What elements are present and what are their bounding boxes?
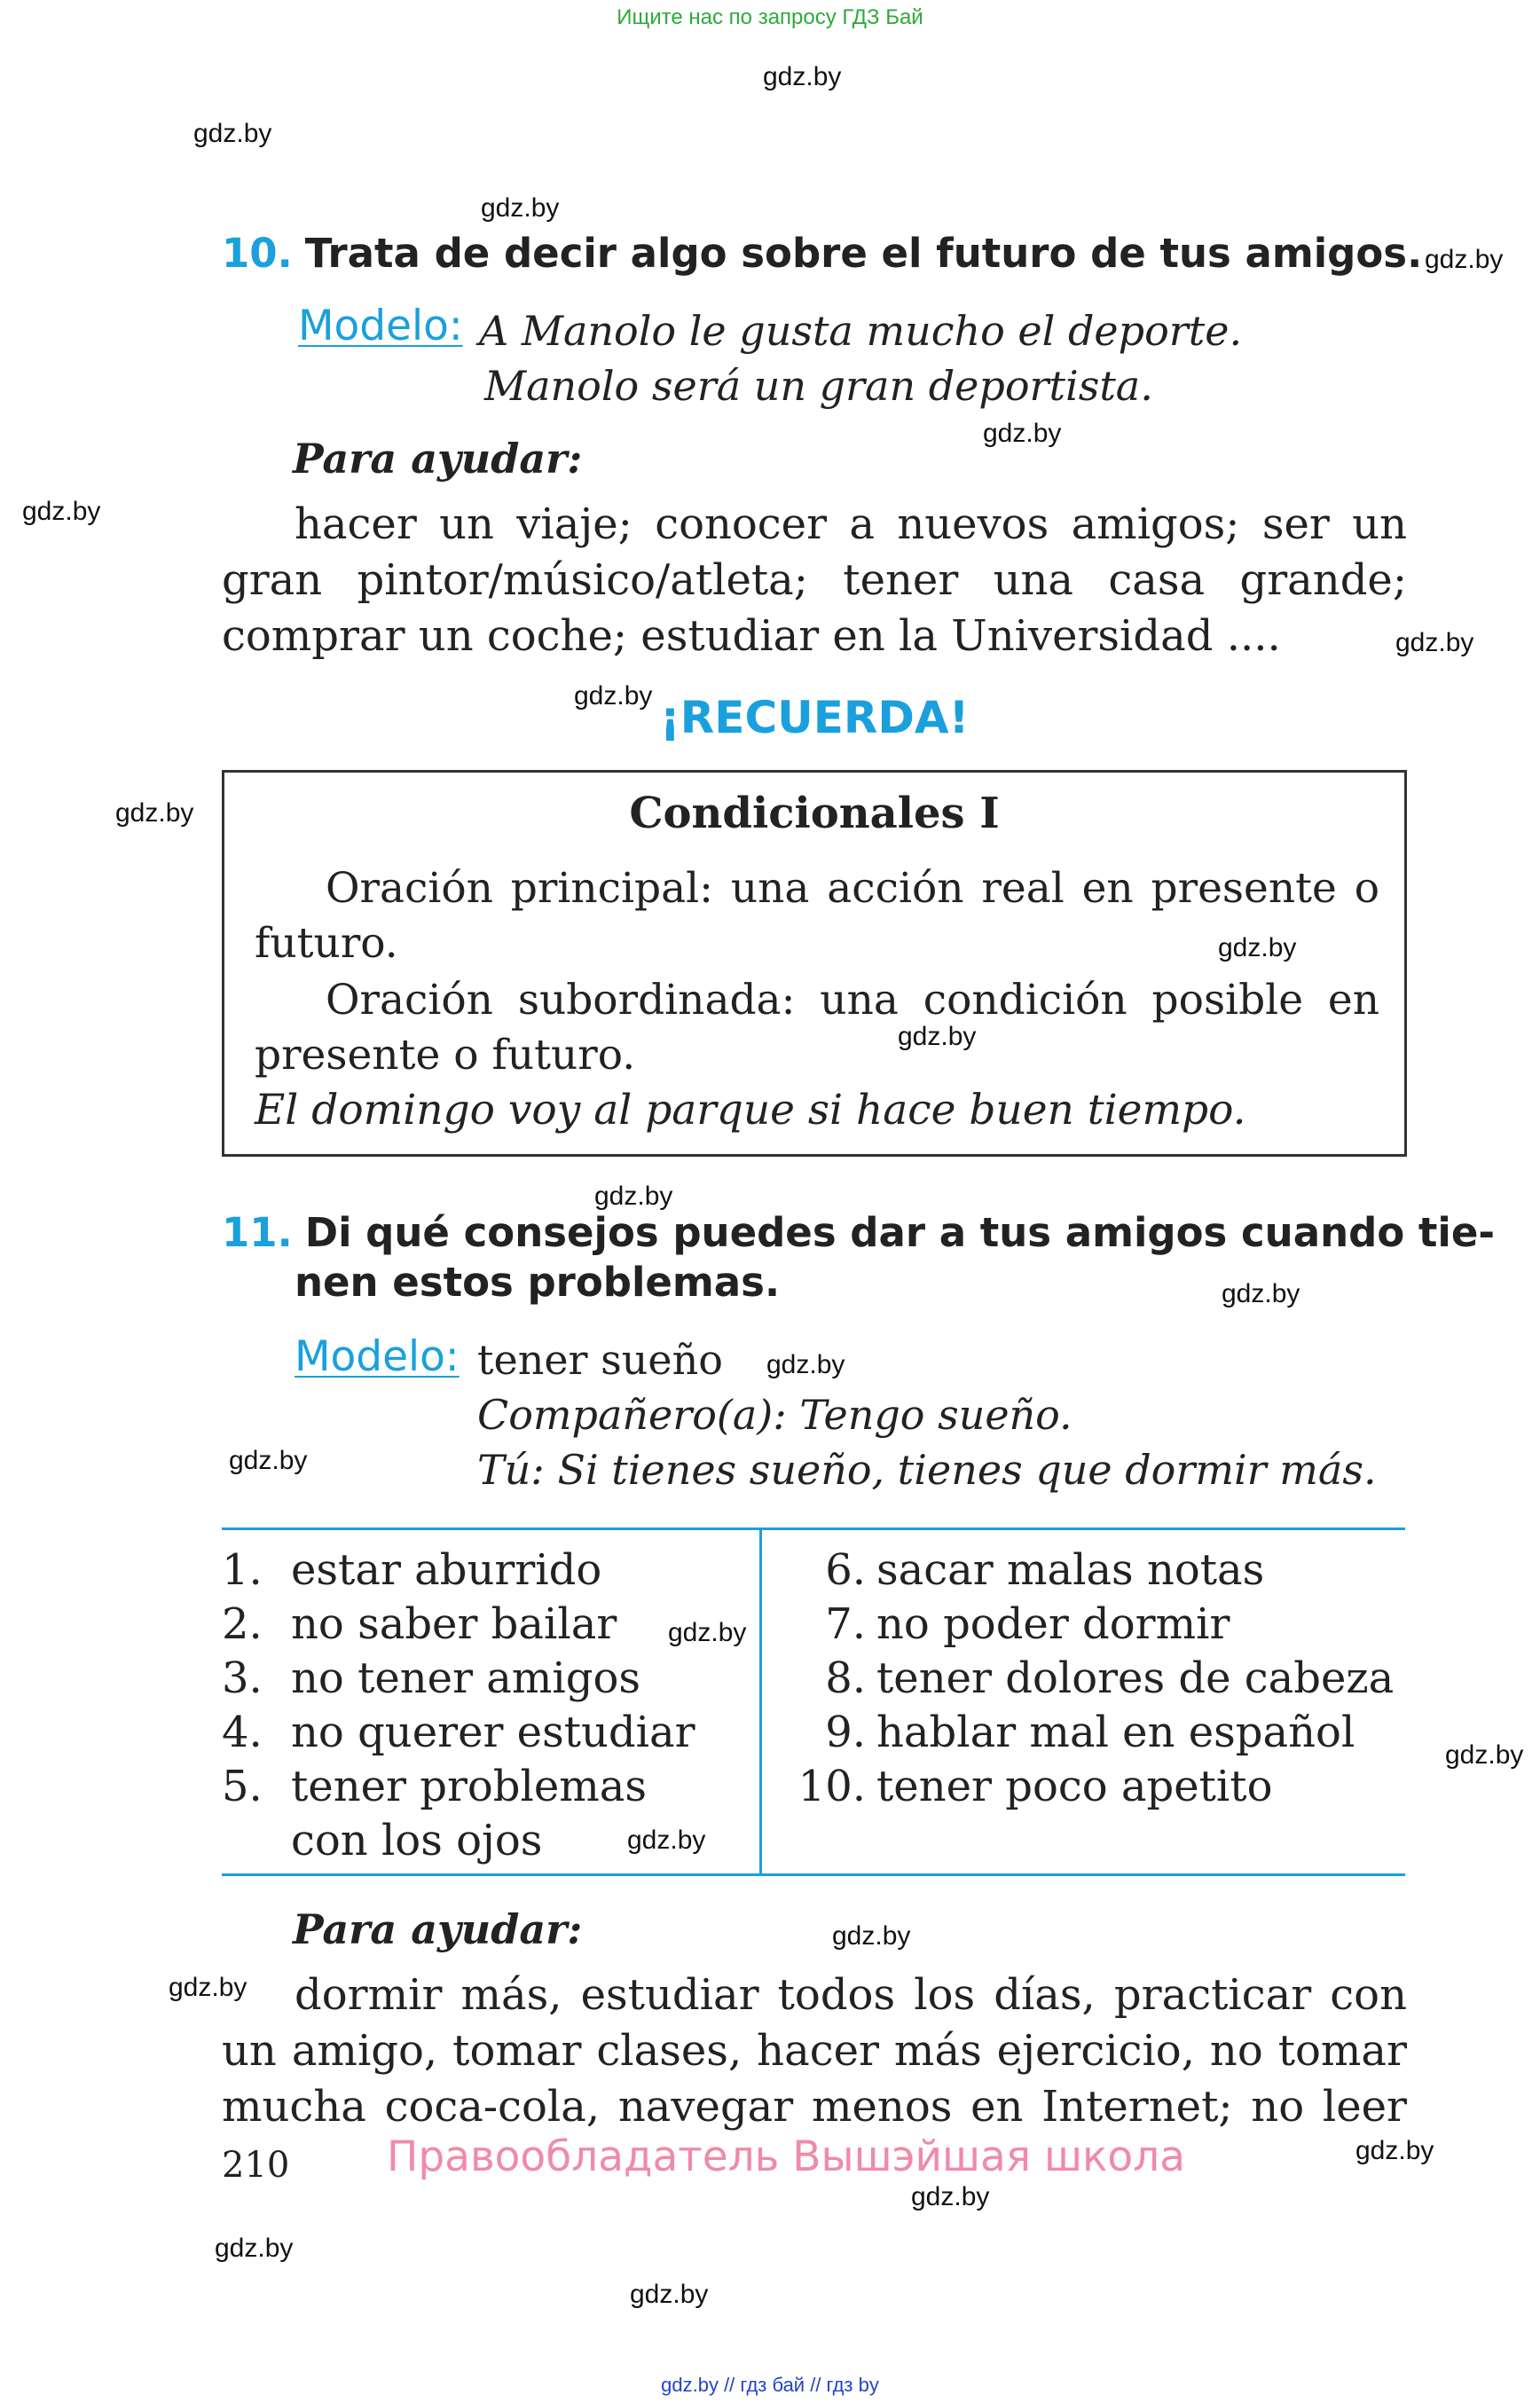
watermark: gdz.by xyxy=(574,681,653,711)
table-bottom-rule xyxy=(222,1873,1405,1876)
list-item: 7. no poder dormir xyxy=(825,1599,1230,1649)
recuerda-heading: ¡RECUERDA! xyxy=(660,692,970,743)
exercise-10-heading xyxy=(222,229,1422,279)
speaker-label: Compañero(a): xyxy=(477,1391,787,1439)
list-item: 1. estar aburrido xyxy=(222,1545,602,1595)
exercise-number: 11. xyxy=(222,1209,293,1256)
list-item: 8. tener dolores de cabeza xyxy=(825,1653,1395,1703)
list-item: 2. no saber bailar xyxy=(222,1599,617,1649)
list-item: 4. no querer estudiar xyxy=(222,1708,695,1757)
list-item: 10. tener poco apetito xyxy=(798,1762,1273,1811)
watermark: gdz.by xyxy=(766,1350,845,1379)
modelo-link[interactable]: Modelo: xyxy=(295,1332,460,1381)
box-title: Condicionales I xyxy=(629,789,1000,838)
watermark: gdz.by xyxy=(983,419,1062,448)
list-item: con los ojos xyxy=(291,1816,543,1865)
speaker-text: Tengo sueño. xyxy=(799,1391,1072,1439)
list-item: 3. no tener amigos xyxy=(222,1653,641,1703)
rule-subordinada: Oración subordinada: una condición posible en presente o futuro. xyxy=(255,976,1379,1080)
watermark: gdz.by xyxy=(169,1973,248,2002)
grammar-box xyxy=(222,770,1407,1157)
list-item: 6. sacar malas notas xyxy=(825,1545,1265,1595)
watermark: gdz.by xyxy=(1355,2136,1434,2165)
problem-list-left xyxy=(222,1543,695,1868)
watermark: gdz.by xyxy=(630,2280,709,2309)
watermark: gdz.by xyxy=(115,798,194,828)
watermark: gdz.by xyxy=(832,1921,911,1951)
problem-list-right xyxy=(791,1543,1394,1814)
speaker-text: Si tienes sueño, tienes que dormir más. xyxy=(557,1446,1377,1494)
speaker-label: Tú: xyxy=(477,1446,545,1494)
watermark: gdz.by xyxy=(193,119,272,148)
watermark: gdz.by xyxy=(1425,245,1504,274)
watermark: gdz.by xyxy=(627,1826,706,1855)
watermark: gdz.by xyxy=(1395,628,1474,657)
watermark: gdz.by xyxy=(594,1182,673,1211)
para-ayudar-label: Para ayudar: xyxy=(293,1905,583,1953)
table-top-rule xyxy=(222,1527,1405,1530)
watermark: gdz.by xyxy=(763,62,842,91)
watermark: gdz.by xyxy=(481,193,560,223)
watermark: gdz.by xyxy=(22,497,101,526)
help-text: hacer un viaje; conocer a nuevos amigos; ser un gran pintor/músico/atleta; tener una casa grande; comprar un coche; estudiar en la Universidad .... xyxy=(222,499,1407,661)
dialogue-line-companero xyxy=(477,1387,1072,1442)
watermark: gdz.by xyxy=(911,2182,990,2211)
copyright-owner: Правообладатель Вышэйшая школа xyxy=(387,2132,1185,2181)
list-item: 5. tener problemas xyxy=(222,1762,648,1811)
modelo-example-line: Manolo será un gran deportista. xyxy=(484,362,1153,410)
exercise-title: Di qué consejos puedes dar a tus amigos cuando tie- xyxy=(304,1209,1496,1256)
watermark: gdz.by xyxy=(898,1022,977,1051)
modelo-phrase: tener sueño xyxy=(477,1336,723,1384)
bottom-links[interactable]: gdz.by // гдз бай // гдз by xyxy=(661,2374,879,2396)
list-item: 9. hablar mal en español xyxy=(825,1708,1355,1757)
watermark: gdz.by xyxy=(229,1446,308,1475)
exercise-title: Trata de decir algo sobre el futuro de tus amigos. xyxy=(304,230,1423,277)
top-banner: Ищите нас по запросу ГДЗ Бай xyxy=(617,5,923,29)
table-divider xyxy=(759,1529,762,1873)
modelo-link[interactable]: Modelo: xyxy=(298,302,463,350)
page-number: 210 xyxy=(222,2145,290,2186)
watermark: gdz.by xyxy=(668,1618,747,1647)
dialogue-line-tu xyxy=(477,1442,1377,1497)
watermark: gdz.by xyxy=(1218,933,1297,962)
watermark: gdz.by xyxy=(1222,1279,1300,1308)
help-text: dormir más, estudiar todos los días, practicar con un amigo, tomar clases, hacer más ejercicio, no tomar mucha coca-cola, navegar menos en Internet; no leer xyxy=(222,1970,1407,2132)
exercise-11-heading-cont: nen estos problemas. xyxy=(295,1259,781,1306)
para-ayudar-label: Para ayudar: xyxy=(293,435,583,483)
modelo-example-line: A Manolo le gusta mucho el deporte. xyxy=(479,307,1243,355)
rule-example: El domingo voy al parque si hace buen tiempo. xyxy=(255,1086,1246,1135)
exercise-11-heading xyxy=(222,1208,1495,1258)
rule-principal: Oración principal: una acción real en presente o futuro. xyxy=(255,864,1379,968)
watermark: gdz.by xyxy=(1445,1740,1524,1770)
exercise-number: 10. xyxy=(222,230,293,277)
watermark: gdz.by xyxy=(215,2234,294,2263)
